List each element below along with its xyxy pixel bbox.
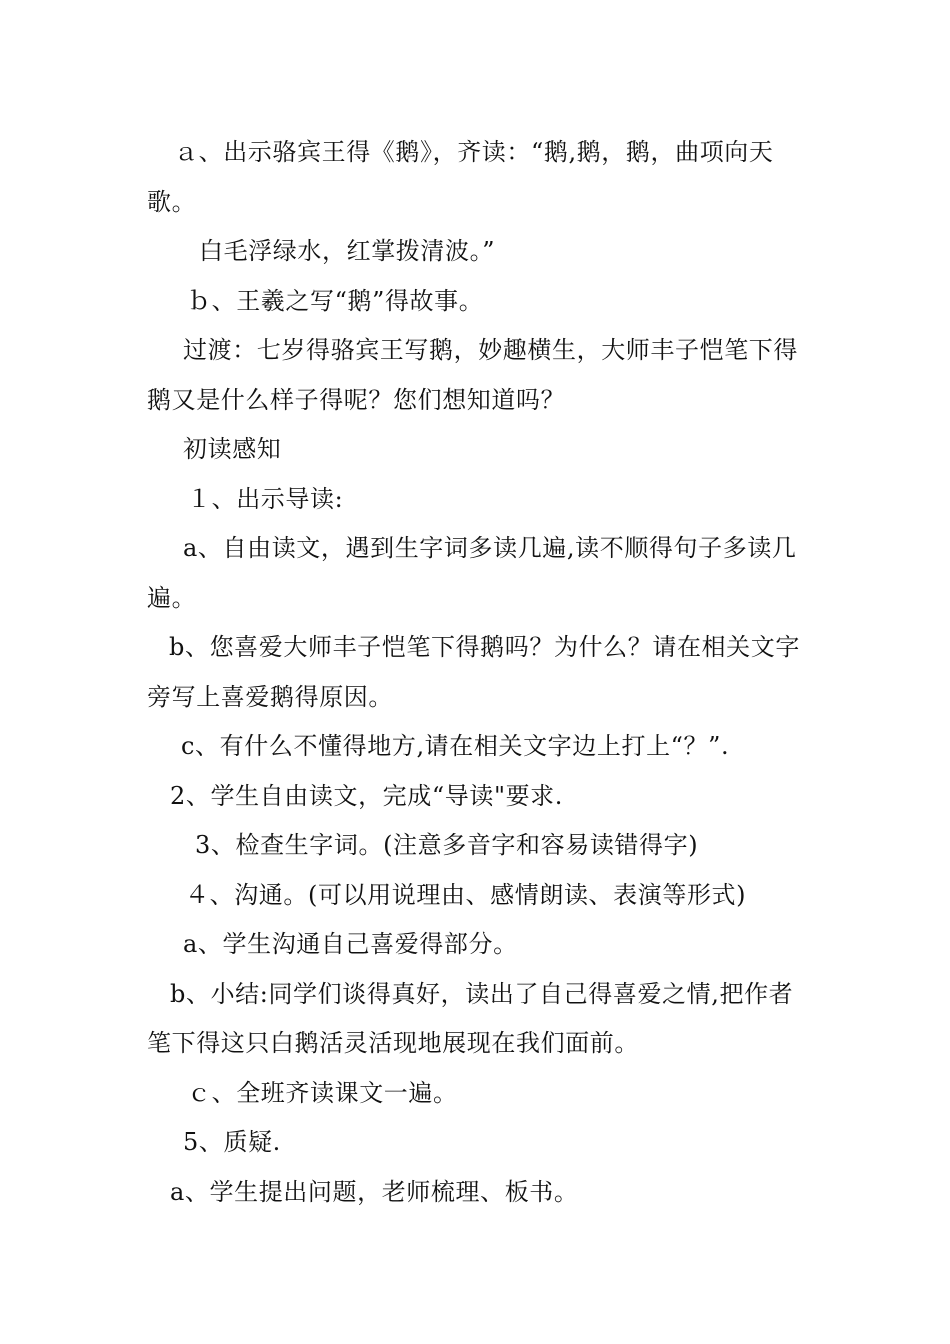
paragraph-step-5a: a、学生提出问题，老师梳理、板书。 [170, 1177, 579, 1206]
paragraph-step-4b: b、小结:同学们谈得真好，读出了自己得喜爱之情,把作者笔下得这只白鹅活灵活现地展现在我们面前。 [147, 979, 794, 1057]
paragraph-step-4c: ｃ、全班齐读课文一遍。 [187, 1078, 458, 1107]
paragraph-step-4a: a、学生沟通自己喜爱得部分。 [183, 930, 518, 958]
paragraph-step-3: 3、检查生字词。(注意多音字和容易读错得字) [195, 831, 699, 859]
paragraph-transition: 过渡：七岁得骆宾王写鹅，妙趣横生，大师丰子恺笔下得鹅又是什么样子得呢？您们想知道吗？ [147, 336, 798, 414]
paragraph-step-1a: a、自由读文，遇到生字词多读几遍,读不顺得句子多读几遍。 [147, 534, 797, 612]
paragraph-poem-line: 白毛浮绿水，红掌拨清波。” [199, 237, 496, 265]
paragraph-step-1c: c、有什么不懂得地方,请在相关文字边上打上“？”. [181, 732, 730, 760]
paragraph-step-1b: b、您喜爱大师丰子恺笔下得鹅吗？为什么？请在相关文字旁写上喜爱鹅得原因。 [147, 633, 800, 711]
paragraph-step-2: 2、学生自由读文，完成“导读"要求. [170, 781, 564, 810]
paragraph-step-1: １、出示导读: [187, 484, 344, 513]
paragraph-step-5: 5、质疑. [183, 1128, 281, 1156]
paragraph-intro-a: ａ、出示骆宾王得《鹅》，齐读：“鹅,鹅，鹅，曲项向天歌。 [147, 138, 774, 216]
section-heading-first-reading: 初读感知 [183, 435, 282, 463]
paragraph-intro-b: ｂ、王羲之写“鹅”得故事。 [187, 286, 484, 315]
paragraph-step-4: ４、沟通。(可以用说理由、感情朗读、表演等形式) [185, 880, 747, 909]
document-body [147, 128, 807, 1217]
